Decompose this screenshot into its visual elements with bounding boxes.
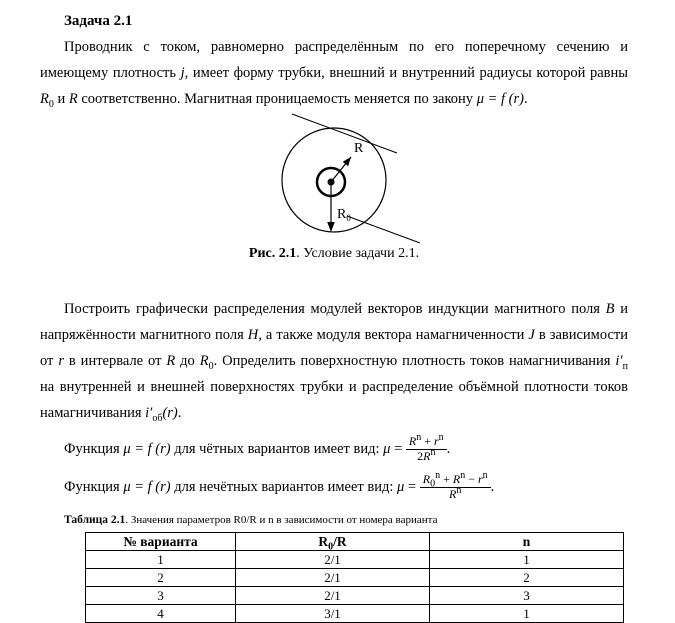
cell-r0-over-r: 2/1 <box>236 551 430 569</box>
diagonal-line-bottom <box>347 216 420 243</box>
cell-n: 2 <box>430 569 624 587</box>
formula-odd-numerator: $R_0^n + R^n - r^n$ <box>420 473 491 488</box>
col-header-n: n <box>430 533 624 551</box>
formula-even-fraction <box>406 432 447 464</box>
label-r0-sub: 0 <box>346 213 351 223</box>
cell-variant: 4 <box>86 605 236 623</box>
radius-r0-arrowhead <box>327 222 335 232</box>
cell-r0-over-r: 2/1 <box>236 569 430 587</box>
figure-caption-label: Рис. 2.1 <box>248 246 297 261</box>
table-caption-label: Таблица 2.1 <box>64 514 126 526</box>
formula-even-numerator: $R^n + r^n$ <box>406 435 447 450</box>
cell-r0-over-r: 3/1 <box>236 605 430 623</box>
label-r0 <box>337 207 351 223</box>
cell-n: 3 <box>430 587 624 605</box>
diagonal-line-top <box>292 114 397 153</box>
table-row <box>86 569 624 587</box>
problem-title: Задача 2.1 <box>64 13 133 29</box>
cell-variant: 3 <box>86 587 236 605</box>
table-header-row <box>86 533 624 551</box>
problem-statement-paragraph: Проводник с током, равномерно распределённым по его поперечному сечению и имеющему плотность j, имеет форму трубки, внешний и внутренний радиусы которой равны $R_0$ и R соответственно. Магнитная проницаемость меняется по закону μ = f (r). <box>40 39 628 110</box>
task-paragraph: Построить графически распределения модулей векторов индукции магнитного поля B и напряжённости магнитного поля H, а также модуля вектора намагниченности J в зависимости от r в интервале от R до $R_0$. Определить поверхностную плотность токов намагничивания $i'_п$ на внутренней и внешней поверхностях трубки и распределение объёмной плотности токов намагничивания $i'_{об}(r)$. <box>40 301 629 424</box>
tube-cross-section-diagram <box>184 112 484 244</box>
variants-table <box>85 532 624 623</box>
cell-variant: 1 <box>86 551 236 569</box>
col-header-variant: № варианта <box>86 533 236 551</box>
formula-odd-fraction <box>420 470 491 502</box>
table-caption-text: . Значения параметров R0/R и n в зависимости от номера варианта <box>125 514 438 526</box>
table-row <box>86 605 624 623</box>
formula-odd-denominator: $R^n$ <box>449 485 462 502</box>
figure-caption <box>40 244 628 264</box>
table-row <box>86 587 624 605</box>
outer-circle <box>282 128 386 232</box>
col-header-r0-over-r: $R_0/R$ <box>236 533 430 551</box>
cell-n: 1 <box>430 551 624 569</box>
formula-even-period: . <box>446 441 451 457</box>
figure-2-1 <box>40 112 628 244</box>
table-row <box>86 551 624 569</box>
label-r: R <box>354 141 364 156</box>
formula-odd-line <box>40 472 628 502</box>
label-r0-base: R <box>337 207 347 222</box>
formula-even-lead: Функция μ = f (r) для чётных вариантов имеет вид: μ = <box>64 441 406 457</box>
formula-even-line <box>40 434 628 464</box>
radius-r-arrowhead <box>343 157 351 166</box>
cell-r0-over-r: 2/1 <box>236 587 430 605</box>
formula-even-denominator: $2R^n$ <box>417 447 436 464</box>
table-caption <box>40 512 628 528</box>
cell-variant: 2 <box>86 569 236 587</box>
formula-odd-period: . <box>490 479 495 495</box>
formula-odd-lead: Функция μ = f (r) для нечётных вариантов имеет вид: μ = <box>64 479 420 495</box>
figure-caption-text: . Условие задачи 2.1. <box>296 246 420 261</box>
cell-n: 1 <box>430 605 624 623</box>
